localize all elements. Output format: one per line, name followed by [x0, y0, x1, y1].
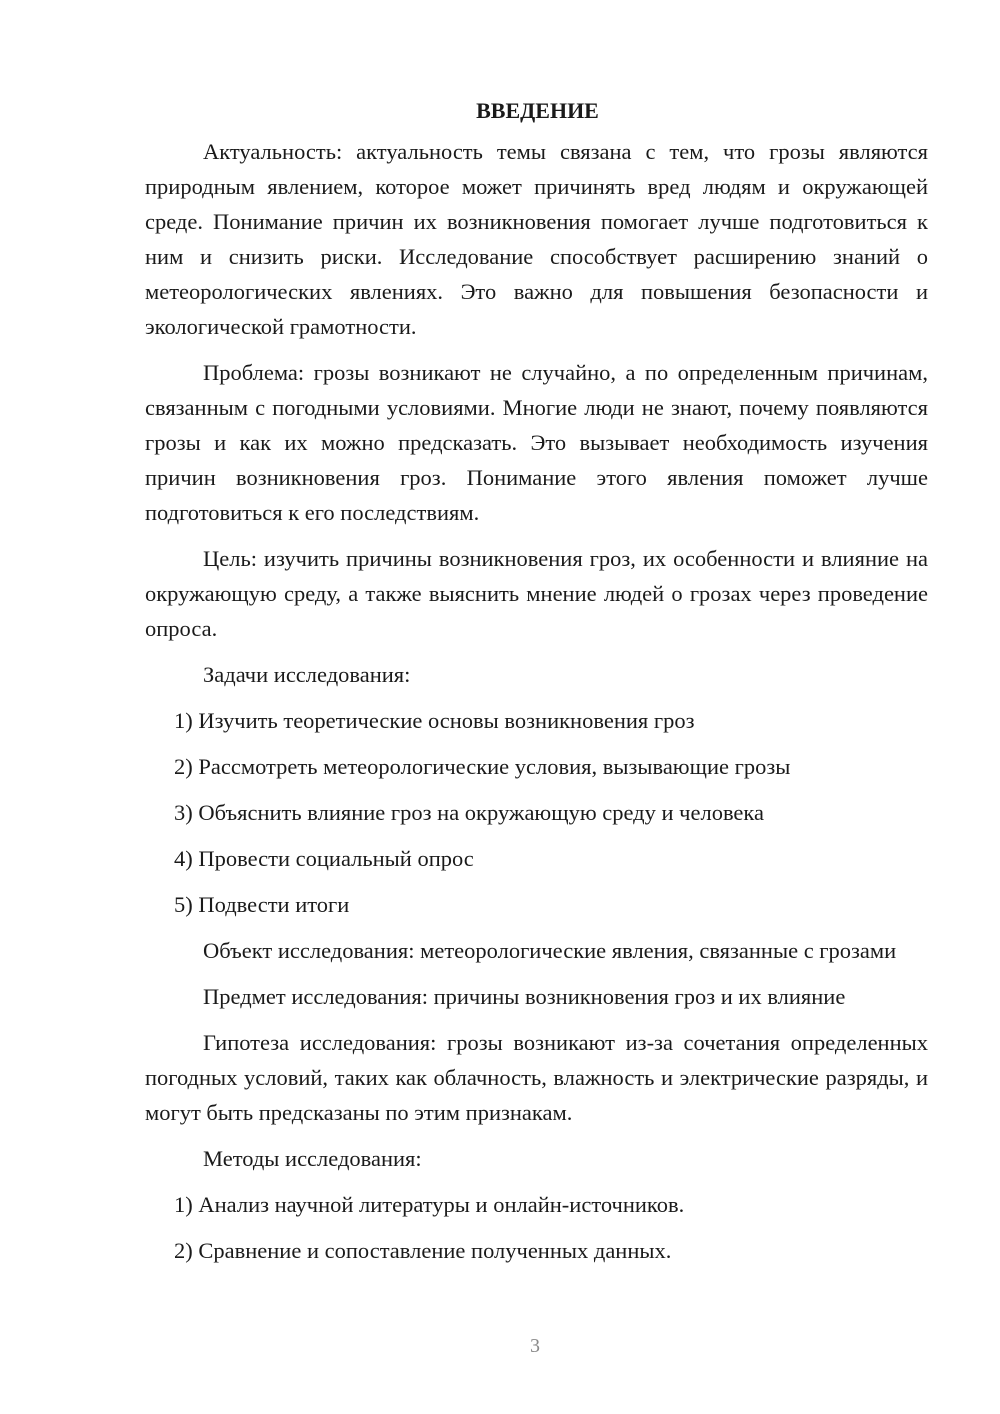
tasks-heading: Задачи исследования:	[203, 662, 411, 687]
paragraph-goal: Цель: изучить причины возникновения гроз, их особенности и влияние на окружающую среду, а также выяснить мнение людей о грозах через проведение опроса.	[145, 546, 928, 641]
task-item: 1) Изучить теоретические основы возникновения гроз	[174, 708, 695, 733]
task-item: 2) Рассмотреть метеорологические условия, вызывающие грозы	[174, 754, 791, 779]
method-item: 2) Сравнение и сопоставление полученных данных.	[174, 1238, 672, 1263]
page-content	[145, 94, 928, 1268]
task-item: 4) Провести социальный опрос	[174, 846, 474, 871]
task-item: 5) Подвести итоги	[174, 892, 350, 917]
method-item: 1) Анализ научной литературы и онлайн-источников.	[174, 1192, 685, 1217]
paragraph-subject: Предмет исследования: причины возникновения гроз и их влияние	[203, 984, 846, 1009]
paragraph-problem: Проблема: грозы возникают не случайно, а по определенным причинам, связанным с погодными условиями. Многие люди не знают, почему появляются грозы и как их можно предсказать. Это вызывает необходимость изучения причин возникновения гроз. Понимание этого явления поможет лучше подготовиться к его последствиям.	[145, 360, 928, 525]
task-item: 3) Объяснить влияние гроз на окружающую среду и человека	[174, 800, 764, 825]
page-title: ВВЕДЕНИЕ	[476, 98, 599, 123]
paragraph-object: Объект исследования: метеорологические явления, связанные с грозами	[203, 938, 897, 963]
paragraph-hypothesis: Гипотеза исследования: грозы возникают из-за сочетания определенных погодных условий, таких как облачность, влажность и электрические разряды, и могут быть предсказаны по этим признакам.	[145, 1030, 928, 1125]
paragraph-relevance: Актуальность: актуальность темы связана с тем, что грозы являются природным явлением, которое может причинять вред людям и окружающей среде. Понимание причин их возникновения помогает лучше подготовиться к ним и снизить риски. Исследование способствует расширению знаний о метеорологических явлениях. Это важно для повышения безопасности и экологической грамотности.	[145, 139, 928, 339]
methods-heading: Методы исследования:	[203, 1146, 422, 1171]
page-number: 3	[530, 1335, 540, 1357]
